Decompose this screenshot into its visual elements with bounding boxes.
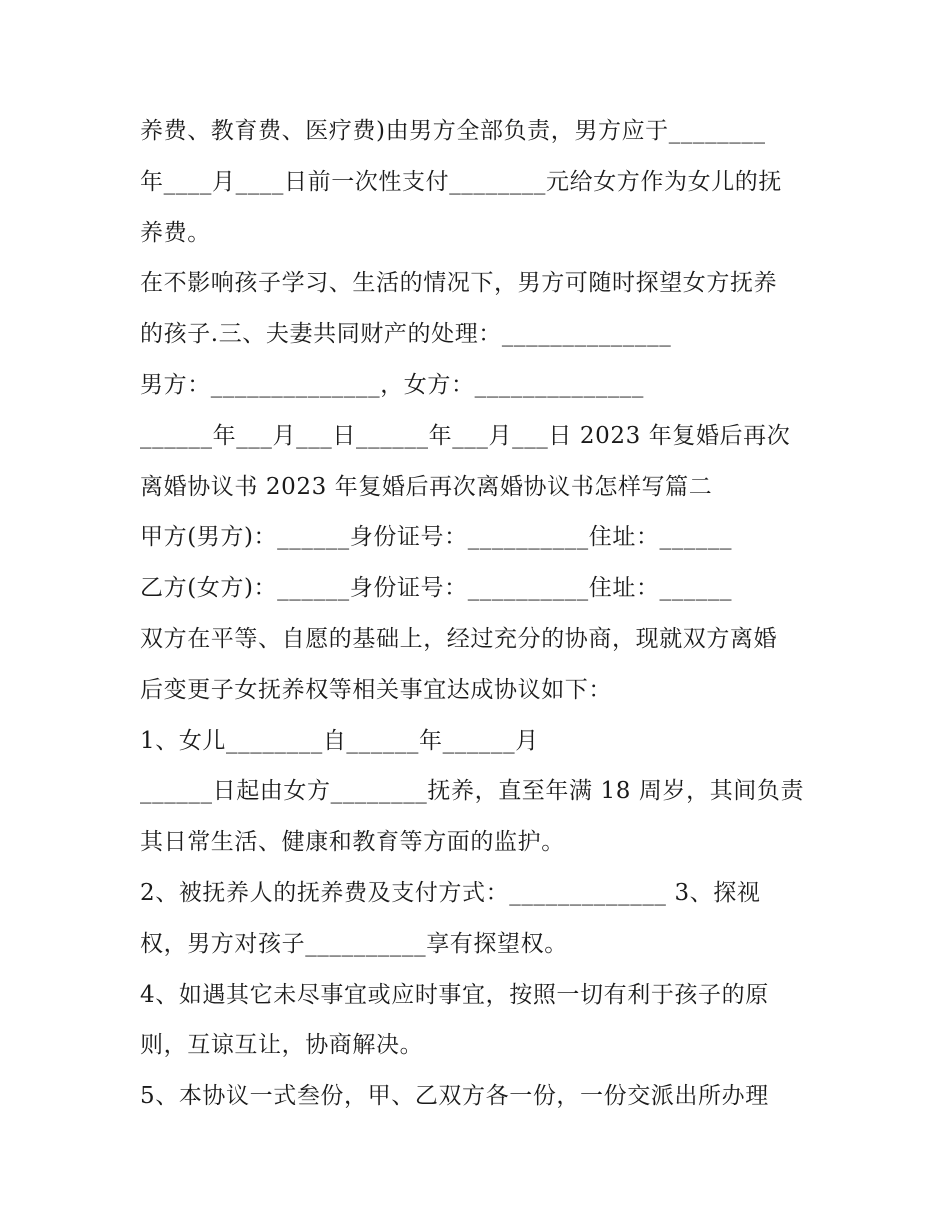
text-line: 在不影响孩子学习、生活的情况下，男方可随时探望女方抚养 <box>140 270 778 296</box>
text-line: 双方在平等、自愿的基础上，经过充分的协商，现就双方离婚 <box>140 626 778 652</box>
text-line: ______日起由女方________抚养，直至年满 18 周岁，其间负责 <box>140 778 805 804</box>
text-line: 权，男方对孩子__________享有探望权。 <box>140 931 568 957</box>
text-line: 离婚协议书 2023 年复婚后再次离婚协议书怎样写篇二 <box>140 474 713 500</box>
text-line: ______年___月___日______年___月___日 2023 年复婚后再次 <box>140 423 791 449</box>
text-line: 2、被抚养人的抚养费及支付方式：_____________ 3、探视 <box>140 880 761 906</box>
text-line: 其日常生活、健康和教育等方面的监护。 <box>140 829 565 855</box>
text-line: 5、本协议一式叁份，甲、乙双方各一份，一份交派出所办理 <box>140 1083 769 1109</box>
text-line: 则，互谅互让，协商解决。 <box>140 1032 424 1058</box>
text-line: 4、如遇其它未尽事宜或应时事宜，按照一切有利于孩子的原 <box>140 982 769 1008</box>
text-line: 年____月____日前一次性支付________元给女方作为女儿的抚 <box>140 169 782 195</box>
text-line: 养费。 <box>140 220 211 246</box>
text-line: 后变更子女抚养权等相关事宜达成协议如下： <box>140 677 612 703</box>
text-line: 男方：______________，女方：______________ <box>140 372 644 398</box>
text-line: 1、女儿________自______年______月 <box>140 728 539 754</box>
text-line: 乙方(女方)：______身份证号：__________住址：______ <box>140 575 733 601</box>
text-line: 养费、教育费、医疗费)由男方全部负责，男方应于________ <box>140 118 766 144</box>
text-line: 的孩子.三、夫妻共同财产的处理：______________ <box>140 321 672 347</box>
text-line: 甲方(男方)：______身份证号：__________住址：______ <box>140 524 733 550</box>
